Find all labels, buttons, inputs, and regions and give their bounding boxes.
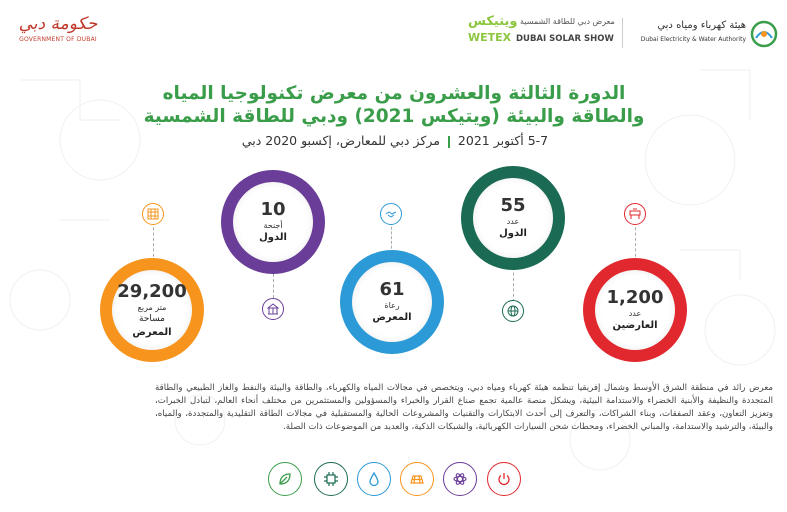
stat-number: 29,200: [117, 280, 187, 302]
exhibition-grid-icon: [142, 203, 164, 225]
stat-exhibition-area: 29,200 متر مربع مساحة المعرض: [100, 258, 204, 362]
stat-number: 1,200: [606, 287, 664, 308]
stat-number: 10: [260, 199, 286, 220]
page-title: الدورة الثالثة والعشرون من معرض تكنولوجيا المياه والطاقة والبيئة (ويتيكس 2021) ودبي للطاقة الشمسية: [143, 83, 645, 127]
government-of-dubai-logo: حكومة دبي GOVERNMENT OF DUBAI: [18, 14, 98, 43]
event-venue: مركز دبي للمعارض، إكسبو 2020 دبي: [241, 133, 440, 148]
circuit-icon: [314, 462, 348, 496]
solar-panel-icon: [400, 462, 434, 496]
stat-country-pavilions: 10 أجنحة الدول: [221, 170, 325, 274]
atom-icon: [443, 462, 477, 496]
exhibitor-stand-icon: [624, 203, 646, 225]
stat-number: 55: [500, 195, 526, 216]
header-divider: [622, 18, 623, 48]
description-paragraph: معرض رائد في منطقة الشرق الأوسط وشمال إفريقيا تنظمه هيئة كهرباء ومياه دبي، ويتخصص في مجالات المياه والكهرباء، والطاقة والبيئة والنفط والغاز الطبيعي والطاقة المتجددة والنظيفة والأبنية الخضراء والاستدامة البيئية، ويشكل منصة عالمية تجمع صناع القرار والخبراء والمسؤولين والمستثمرين من مختلف أنحاء العالم، لتبادل الخبرات، وتعزيز التعاون، وعقد الصفقات، وبناء الشراكات، والتعرف إلى أحدث الابتكارات والتقنيات والمشروعات الحالية والمستقبلية في مجالات الطاقة التقليدية والمتجددة، والمياه، والبيئة، والترشيد والاستدامة، والمباني الخضراء، ومحطات شحن السيارات الكهربائية، والشبكات الذكية، والعديد من الموضوعات ذات الصلة.: [155, 383, 773, 432]
handshake-icon: [380, 203, 402, 225]
event-dates-venue: [150, 133, 640, 148]
globe-icon: [502, 300, 524, 322]
water-drop-icon: [357, 462, 391, 496]
wetex-logo: ويتيكس معرض دبي للطاقة الشمسية WETEX DUBAI SOLAR SHOW: [468, 14, 615, 44]
leaf-icon: [268, 462, 302, 496]
stat-sponsors: 61 رعاة المعرض: [340, 250, 444, 354]
date-divider: [448, 136, 450, 148]
dewa-logo: هيئة كهرباء ومياه دبي Dubai Electricity & Water Authority: [628, 20, 778, 50]
stat-countries: 55 عدد الدول: [461, 166, 565, 270]
stat-exhibitors: 1,200 عدد العارضين: [583, 258, 687, 362]
power-icon: [487, 462, 521, 496]
dewa-emblem-icon: [750, 20, 778, 48]
stat-number: 61: [379, 279, 405, 300]
connector-line: [635, 222, 636, 262]
connector-line: [153, 222, 154, 262]
pavilion-icon: [262, 298, 284, 320]
event-dates: 5-7 أكتوبر 2021: [457, 133, 549, 148]
